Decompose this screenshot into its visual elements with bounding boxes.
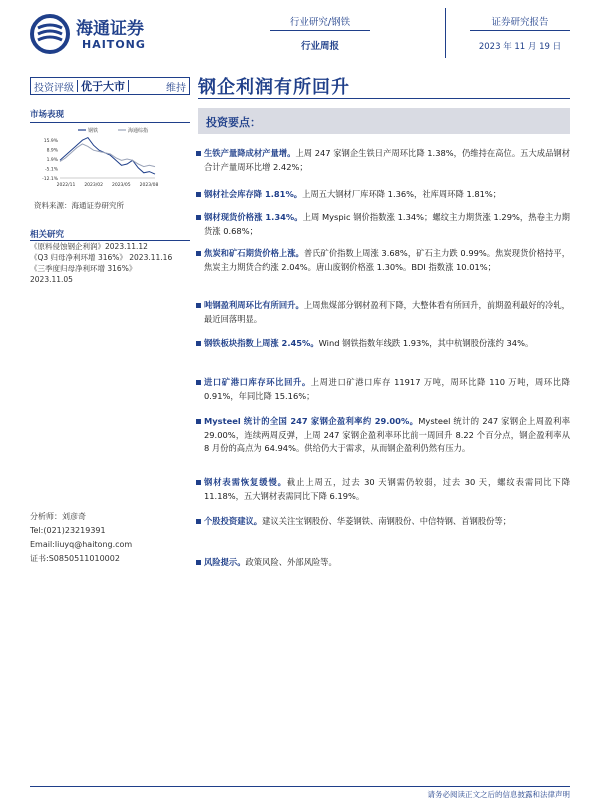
related-item[interactable]: 《三季度归母净利环增 316%》 (30, 264, 137, 273)
bullet-item: 个股投资建议。建议关注宝钢股份、华菱钢铁、南钢股份、中信特钢、首钢股份等； (204, 515, 570, 529)
report-title: 钢企利润有所回升 (198, 77, 350, 98)
bullet-item: 焦炭和矿石期货价格上涨。普氏矿价指数上周涨 3.68%，矿石主力跌 0.99%。焦炭现货价格持平，焦炭主力期货合约涨 2.04%。唐山废钢价格涨 1.30%。BDI 指数涨 10.01%； (204, 247, 570, 274)
y-tick-label: 15.9% (43, 139, 58, 144)
brand-en: HAITONG (82, 38, 146, 51)
rating-label: 投资评级 (34, 82, 74, 94)
analyst-name: 分析师：刘彦奇 (30, 512, 86, 521)
x-tick-label: 2022/11 (56, 183, 76, 188)
bullet-item: 钢材社会库存降 1.81%。上周五大钢材厂库环降 1.36%，社库周环降 1.81%； (204, 188, 570, 202)
key-points-header (198, 108, 570, 134)
bullet-item: 钢材表需恢复缓慢。截止上周五，过去 30 天钢需仍较弱，过去 30 天，螺纹表需同比下降 11.18%，五大钢材表需同比下降 6.19%。 (204, 476, 570, 503)
analyst-cert: 证书:S0850511010002 (30, 554, 120, 563)
report-date: 2023 年 11 月 19 日 (478, 42, 562, 52)
key-points-heading: 投资要点： (206, 116, 261, 129)
related-heading: 相关研究 (30, 230, 65, 240)
rating-change: 维持 (166, 82, 186, 94)
brand-logo (30, 14, 180, 54)
y-tick-label: -12.1% (42, 177, 58, 182)
market-chart (30, 126, 160, 192)
analyst-block (30, 510, 132, 566)
section-rule (30, 122, 190, 123)
haitong-emblem-icon (30, 14, 70, 54)
analyst-tel: Tel:(021)23219391 (30, 526, 106, 535)
brand-cn: 海通证券 (76, 19, 144, 39)
header-rule (470, 30, 570, 31)
bullet-item: 吨钢盈利周环比有所回升。上周焦煤部分钢材盈利下降，大整体看有所回升，前期盈利最好的冷轧，最近回落明显。 (204, 299, 570, 326)
title-rule (198, 98, 570, 99)
footer-rule (30, 786, 570, 787)
related-list (30, 241, 195, 285)
rating-value: 优于大市 (81, 80, 125, 93)
x-tick-label: 2023/05 (111, 183, 131, 188)
bullet-item: 钢材现货价格涨 1.34%。上周 Myspic 钢价指数涨 1.34%；螺纹主力期货涨 1.29%，热卷主力期货涨 0.68%； (204, 211, 570, 238)
related-item[interactable]: 《原料侵蚀钢企利润》2023.11.12 (30, 242, 148, 251)
x-tick-label: 2023/02 (84, 183, 104, 188)
bullet-item: Mysteel 统计的全国 247 家钢企盈利率约 29.00%。Mysteel 统计的 247 家钢企上周盈利率 29.00%，连续两周反弹，上周 247 家钢企盈利率环比前一周回升 8.22 个百分点，钢企盈利率从 8 月份的高点为 64.94%。供给仍大于需求，从而钢企盈利仍然有压力。 (204, 415, 570, 456)
market-heading: 市场表现 (30, 110, 65, 120)
rating-sep (128, 80, 129, 92)
header-divider (445, 8, 446, 58)
report-category: 证券研究报告 (491, 17, 549, 28)
rating-bar (30, 77, 190, 95)
bullet-item: 钢铁板块指数上周涨 2.45%。Wind 钢铁指数年线跌 1.93%，其中杭钢股份涨约 34%。 (204, 337, 570, 351)
header-rule (270, 30, 370, 31)
related-item: 2023.11.05 (30, 275, 73, 284)
bullet-item: 风险提示。政策风险、外部风险等。 (204, 556, 570, 570)
bullet-item: 进口矿港口库存环比回升。上周进口矿港口库存 11917 万吨，周环比降 110 万吨，周环比降 0.91%，年同比降 15.16%； (204, 376, 570, 403)
footer-disclaimer: 请务必阅读正文之后的信息披露和法律声明 (427, 790, 570, 799)
report-type: 行业周报 (300, 41, 339, 52)
industry-label: 行业研究/钢铁 (289, 17, 351, 28)
y-tick-label: 1.9% (46, 158, 58, 163)
y-tick-label: -5.1% (44, 167, 58, 173)
related-item[interactable]: 《Q3 归母净利环增 316%》 2023.11.16 (30, 253, 173, 262)
chart-source: 资料来源：海通证券研究所 (34, 201, 124, 210)
y-tick-label: 8.9% (46, 148, 58, 154)
analyst-email[interactable]: Email:liuyq@haitong.com (30, 540, 133, 549)
legend-label: 钢铁 (88, 128, 99, 134)
bullet-item: 生铁产量降成材产量增。上周 247 家钢企生铁日产周环比降 1.38%，仍维持在高位。五大成品钢材合计产量周环比增 2.42%； (204, 147, 570, 174)
legend-label: 海通综指 (128, 128, 149, 134)
x-tick-label: 2023/08 (139, 183, 159, 188)
series-line (60, 138, 155, 175)
